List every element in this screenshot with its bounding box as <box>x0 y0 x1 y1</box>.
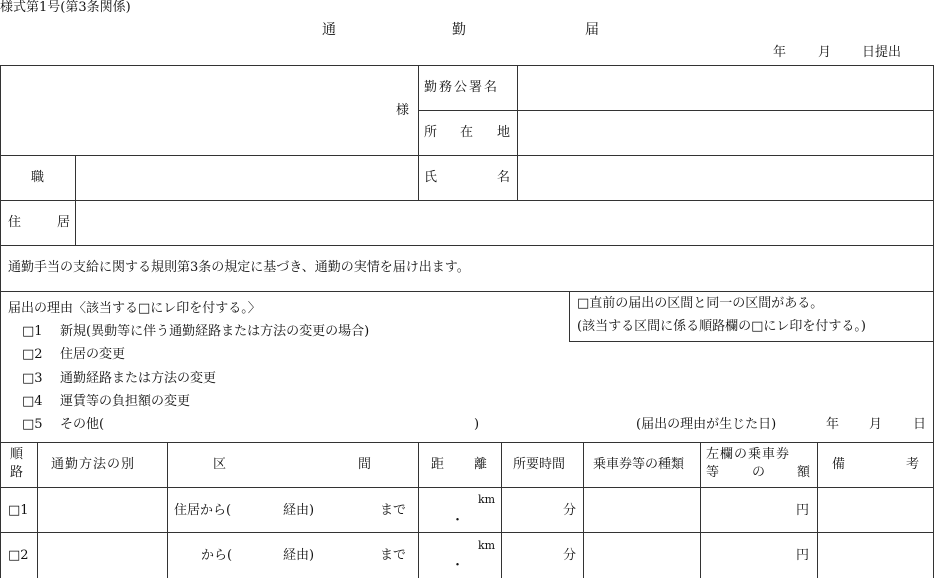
reason-check-4[interactable]: □4 <box>22 394 43 409</box>
rule-table-header <box>0 487 934 488</box>
row-2-via: 経由) <box>283 548 315 563</box>
header-remarks-2: 考 <box>906 457 920 472</box>
title-char-3: 届 <box>585 22 599 38</box>
header-ticket-amount-2a: 等 <box>706 465 720 480</box>
row-2-from: から( <box>201 548 233 563</box>
col-route <box>37 442 38 578</box>
rule-position <box>0 155 934 156</box>
reason-text-4: 運賃等の負担額の変更 <box>60 394 191 409</box>
row-2-minutes-unit: 分 <box>563 548 577 563</box>
reason-check-2[interactable]: □2 <box>22 347 43 362</box>
form-label: 様式第1号(第3条関係) <box>0 0 131 15</box>
rule-location <box>418 110 934 111</box>
header-route-1: 順 <box>10 447 24 462</box>
row-1-km-unit: km <box>478 493 496 506</box>
reason-check-3[interactable]: □3 <box>22 371 43 386</box>
row-1-via: 経由) <box>283 503 315 518</box>
residence-label-2: 居 <box>57 215 71 230</box>
divider-position <box>75 155 76 245</box>
col-ticket-type <box>700 442 701 578</box>
col-distance <box>501 442 502 578</box>
header-ticket-type: 乗車券等の種類 <box>593 457 685 472</box>
location-label-3: 地 <box>497 125 511 140</box>
header-route-2: 路 <box>10 465 24 480</box>
submit-day-label: 日提出 <box>862 45 902 60</box>
header-remarks-1: 備 <box>832 457 846 472</box>
row-2-km-unit: km <box>478 539 496 552</box>
border-left <box>0 65 1 578</box>
residence-label-1: 住 <box>8 215 22 230</box>
divider-header-mid <box>418 65 419 200</box>
row-2-yen-unit: 円 <box>796 548 810 563</box>
submit-month-label: 月 <box>818 45 832 60</box>
name-label-1: 氏 <box>424 170 438 185</box>
title-char-2: 勤 <box>452 22 466 38</box>
rule-row-1 <box>0 532 934 533</box>
name-label-2: 名 <box>497 170 511 185</box>
same-section-note-line-1: □直前の届出の区間と同一の区間がある。 <box>577 296 824 311</box>
header-distance-1: 距 <box>431 457 445 472</box>
submit-year-label: 年 <box>773 45 787 60</box>
reason-date-day: 日 <box>913 417 927 432</box>
reason-date-label: (届出の理由が生じた日) <box>636 417 777 432</box>
rule-residence <box>0 200 934 201</box>
reason-heading: 届出の理由〈該当する□にレ印を付する。〉 <box>8 301 261 316</box>
col-method <box>167 442 168 578</box>
row-1-yen-unit: 円 <box>796 503 810 518</box>
reason-text-1: 新規(異動等に伴う通勤経路または方法の変更の場合) <box>60 324 370 339</box>
reason-date-month: 月 <box>869 417 883 432</box>
declaration-text: 通勤手当の支給に関する規則第3条の規定に基づき、通勤の実情を届け出ます。 <box>8 260 470 275</box>
row-1-from: 住居から( <box>174 503 232 518</box>
rule-declaration <box>0 245 934 246</box>
col-time <box>583 442 584 578</box>
row-2-decimal-dot: ・ <box>451 558 465 573</box>
reason-check-5[interactable]: □5 <box>22 417 43 432</box>
reason-check-1[interactable]: □1 <box>22 324 43 339</box>
row-1-check[interactable]: □1 <box>8 503 29 518</box>
header-section-2: 間 <box>358 457 372 472</box>
reason-text-3: 通勤経路または方法の変更 <box>60 371 217 386</box>
office-name-label: 勤務公署名 <box>424 80 500 95</box>
same-section-note-line-2: (該当する区間に係る順路欄の□にレ印を付する。) <box>577 319 866 334</box>
rule-table-top <box>0 442 934 443</box>
header-ticket-amount-2b: の <box>752 465 766 480</box>
header-section-1: 区 <box>213 457 227 472</box>
header-distance-2: 離 <box>474 457 488 472</box>
divider-header-value <box>517 65 518 200</box>
location-label-2: 在 <box>460 125 474 140</box>
row-2-check[interactable]: □2 <box>8 548 29 563</box>
location-label-1: 所 <box>424 125 438 140</box>
header-time: 所要時間 <box>513 457 566 472</box>
row-2-to: まで <box>380 548 407 563</box>
row-1-minutes-unit: 分 <box>563 503 577 518</box>
header-ticket-amount-2c: 額 <box>797 465 811 480</box>
row-1-decimal-dot: ・ <box>451 513 465 528</box>
col-section <box>418 442 419 578</box>
border-top <box>0 65 934 66</box>
reason-text-5: その他( <box>60 417 105 432</box>
title-char-1: 通 <box>322 22 336 38</box>
reason-text-2: 住居の変更 <box>60 347 126 362</box>
reason-other-close: ) <box>474 417 480 432</box>
col-ticket-amount <box>817 442 818 578</box>
row-1-to: まで <box>380 503 407 518</box>
reason-date-year: 年 <box>826 417 840 432</box>
header-ticket-amount-1: 左欄の乗車券 <box>706 447 791 462</box>
header-method: 通勤方法の別 <box>51 457 136 472</box>
addressee-suffix: 様 <box>396 103 410 118</box>
position-label: 職 <box>31 170 45 185</box>
